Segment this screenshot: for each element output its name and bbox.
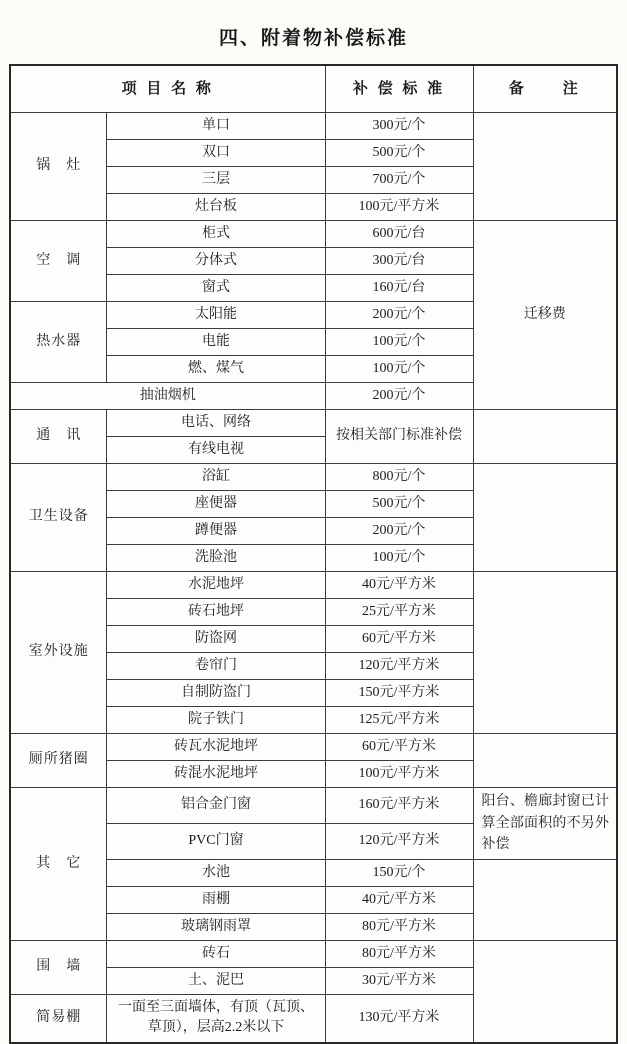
standard-cell: 60元/平方米 bbox=[325, 626, 473, 653]
item-name-cell: 三层 bbox=[107, 167, 325, 194]
column-header-remark: 备 注 bbox=[473, 65, 617, 113]
page-title: 四、附着物补偿标准 bbox=[218, 28, 408, 49]
item-name-cell: 座便器 bbox=[107, 491, 325, 518]
standard-cell: 按相关部门标准补偿 bbox=[325, 410, 473, 464]
group-name-cell: 围 墙 bbox=[10, 941, 107, 995]
standard-cell: 800元/个 bbox=[325, 464, 473, 491]
table-row bbox=[10, 734, 617, 761]
standard-cell: 160元/平方米 bbox=[325, 788, 473, 824]
group-name-cell: 简易棚 bbox=[10, 995, 107, 1043]
item-name-cell: 砖瓦水泥地坪 bbox=[107, 734, 325, 761]
remark-cell bbox=[473, 734, 617, 788]
standard-cell: 200元/个 bbox=[325, 518, 473, 545]
item-name-cell: 太阳能 bbox=[107, 302, 325, 329]
remark-cell bbox=[473, 464, 617, 572]
table-row bbox=[10, 788, 617, 824]
standard-cell: 80元/平方米 bbox=[325, 914, 473, 941]
item-name-cell: 燃、煤气 bbox=[107, 356, 325, 383]
item-name-cell: 雨棚 bbox=[107, 887, 325, 914]
compensation-table bbox=[9, 64, 618, 1044]
remark-cell bbox=[473, 572, 617, 734]
remark-cell bbox=[473, 860, 617, 941]
item-name-cell: 窗式 bbox=[107, 275, 325, 302]
group-name-cell: 锅 灶 bbox=[10, 113, 107, 221]
standard-cell: 125元/平方米 bbox=[325, 707, 473, 734]
item-name-cell: 蹲便器 bbox=[107, 518, 325, 545]
remark-cell: 阳台、檐廊封窗已计算全部面积的不另外补偿 bbox=[473, 788, 617, 860]
item-name-cell: 防盗网 bbox=[107, 626, 325, 653]
item-name-cell: 土、泥巴 bbox=[107, 968, 325, 995]
standard-cell: 100元/个 bbox=[325, 356, 473, 383]
standard-cell: 100元/平方米 bbox=[325, 194, 473, 221]
item-name-cell: 电话、网络 bbox=[107, 410, 325, 437]
item-name-cell: 灶台板 bbox=[107, 194, 325, 221]
standard-cell: 40元/平方米 bbox=[325, 887, 473, 914]
group-name-cell: 空 调 bbox=[10, 221, 107, 302]
remark-cell bbox=[473, 410, 617, 464]
group-name-cell: 通 讯 bbox=[10, 410, 107, 464]
standard-cell: 100元/平方米 bbox=[325, 761, 473, 788]
standard-cell: 600元/台 bbox=[325, 221, 473, 248]
table-header bbox=[10, 65, 617, 113]
item-name-cell: PVC门窗 bbox=[107, 824, 325, 860]
item-name-cell: 抽油烟机 bbox=[10, 383, 325, 410]
item-name-cell: 浴缸 bbox=[107, 464, 325, 491]
column-header-item-name: 项 目 名 称 bbox=[10, 65, 325, 113]
standard-cell: 200元/个 bbox=[325, 383, 473, 410]
item-name-cell: 洗脸池 bbox=[107, 545, 325, 572]
group-name-cell: 卫生设备 bbox=[10, 464, 107, 572]
remark-cell bbox=[473, 941, 617, 1043]
item-name-cell: 玻璃钢雨罩 bbox=[107, 914, 325, 941]
group-name-cell: 其 它 bbox=[10, 788, 107, 941]
group-name-cell: 热水器 bbox=[10, 302, 107, 383]
group-name-cell: 室外设施 bbox=[10, 572, 107, 734]
standard-cell: 700元/个 bbox=[325, 167, 473, 194]
standard-cell: 100元/个 bbox=[325, 545, 473, 572]
standard-cell: 120元/平方米 bbox=[325, 653, 473, 680]
item-name-cell: 水池 bbox=[107, 860, 325, 887]
remark-cell: 迁移费 bbox=[473, 221, 617, 410]
group-name-cell: 厕所猪圈 bbox=[10, 734, 107, 788]
item-name-cell: 柜式 bbox=[107, 221, 325, 248]
standard-cell: 40元/平方米 bbox=[325, 572, 473, 599]
item-name-cell: 砖石地坪 bbox=[107, 599, 325, 626]
standard-cell: 25元/平方米 bbox=[325, 599, 473, 626]
item-name-cell: 自制防盗门 bbox=[107, 680, 325, 707]
standard-cell: 300元/台 bbox=[325, 248, 473, 275]
item-name-cell: 有线电视 bbox=[107, 437, 325, 464]
table-body bbox=[10, 113, 617, 1043]
table-row bbox=[10, 410, 617, 437]
standard-cell: 150元/平方米 bbox=[325, 680, 473, 707]
item-name-cell: 卷帘门 bbox=[107, 653, 325, 680]
item-name-cell: 院子铁门 bbox=[107, 707, 325, 734]
item-name-cell: 双口 bbox=[107, 140, 325, 167]
table-row bbox=[10, 941, 617, 968]
item-name-cell: 砖混水泥地坪 bbox=[107, 761, 325, 788]
table-row bbox=[10, 572, 617, 599]
item-name-cell: 水泥地坪 bbox=[107, 572, 325, 599]
table-row bbox=[10, 113, 617, 140]
standard-cell: 150元/个 bbox=[325, 860, 473, 887]
standard-cell: 200元/个 bbox=[325, 302, 473, 329]
table-row bbox=[10, 221, 617, 248]
standard-cell: 30元/平方米 bbox=[325, 968, 473, 995]
standard-cell: 500元/个 bbox=[325, 140, 473, 167]
standard-cell: 80元/平方米 bbox=[325, 941, 473, 968]
item-name-cell: 砖石 bbox=[107, 941, 325, 968]
column-header-standard: 补 偿 标 准 bbox=[325, 65, 473, 113]
standard-cell: 300元/个 bbox=[325, 113, 473, 140]
standard-cell: 160元/台 bbox=[325, 275, 473, 302]
standard-cell: 60元/平方米 bbox=[325, 734, 473, 761]
item-name-cell: 电能 bbox=[107, 329, 325, 356]
remark-cell bbox=[473, 113, 617, 221]
item-name-cell: 一面至三面墙体，有顶（瓦顶、草顶），层高2.2米以下 bbox=[107, 995, 325, 1043]
standard-cell: 500元/个 bbox=[325, 491, 473, 518]
standard-cell: 120元/平方米 bbox=[325, 824, 473, 860]
standard-cell: 100元/个 bbox=[325, 329, 473, 356]
standard-cell: 130元/平方米 bbox=[325, 995, 473, 1043]
item-name-cell: 单口 bbox=[107, 113, 325, 140]
header-row bbox=[10, 65, 617, 113]
table-row bbox=[10, 464, 617, 491]
item-name-cell: 分体式 bbox=[107, 248, 325, 275]
item-name-cell: 铝合金门窗 bbox=[107, 788, 325, 824]
